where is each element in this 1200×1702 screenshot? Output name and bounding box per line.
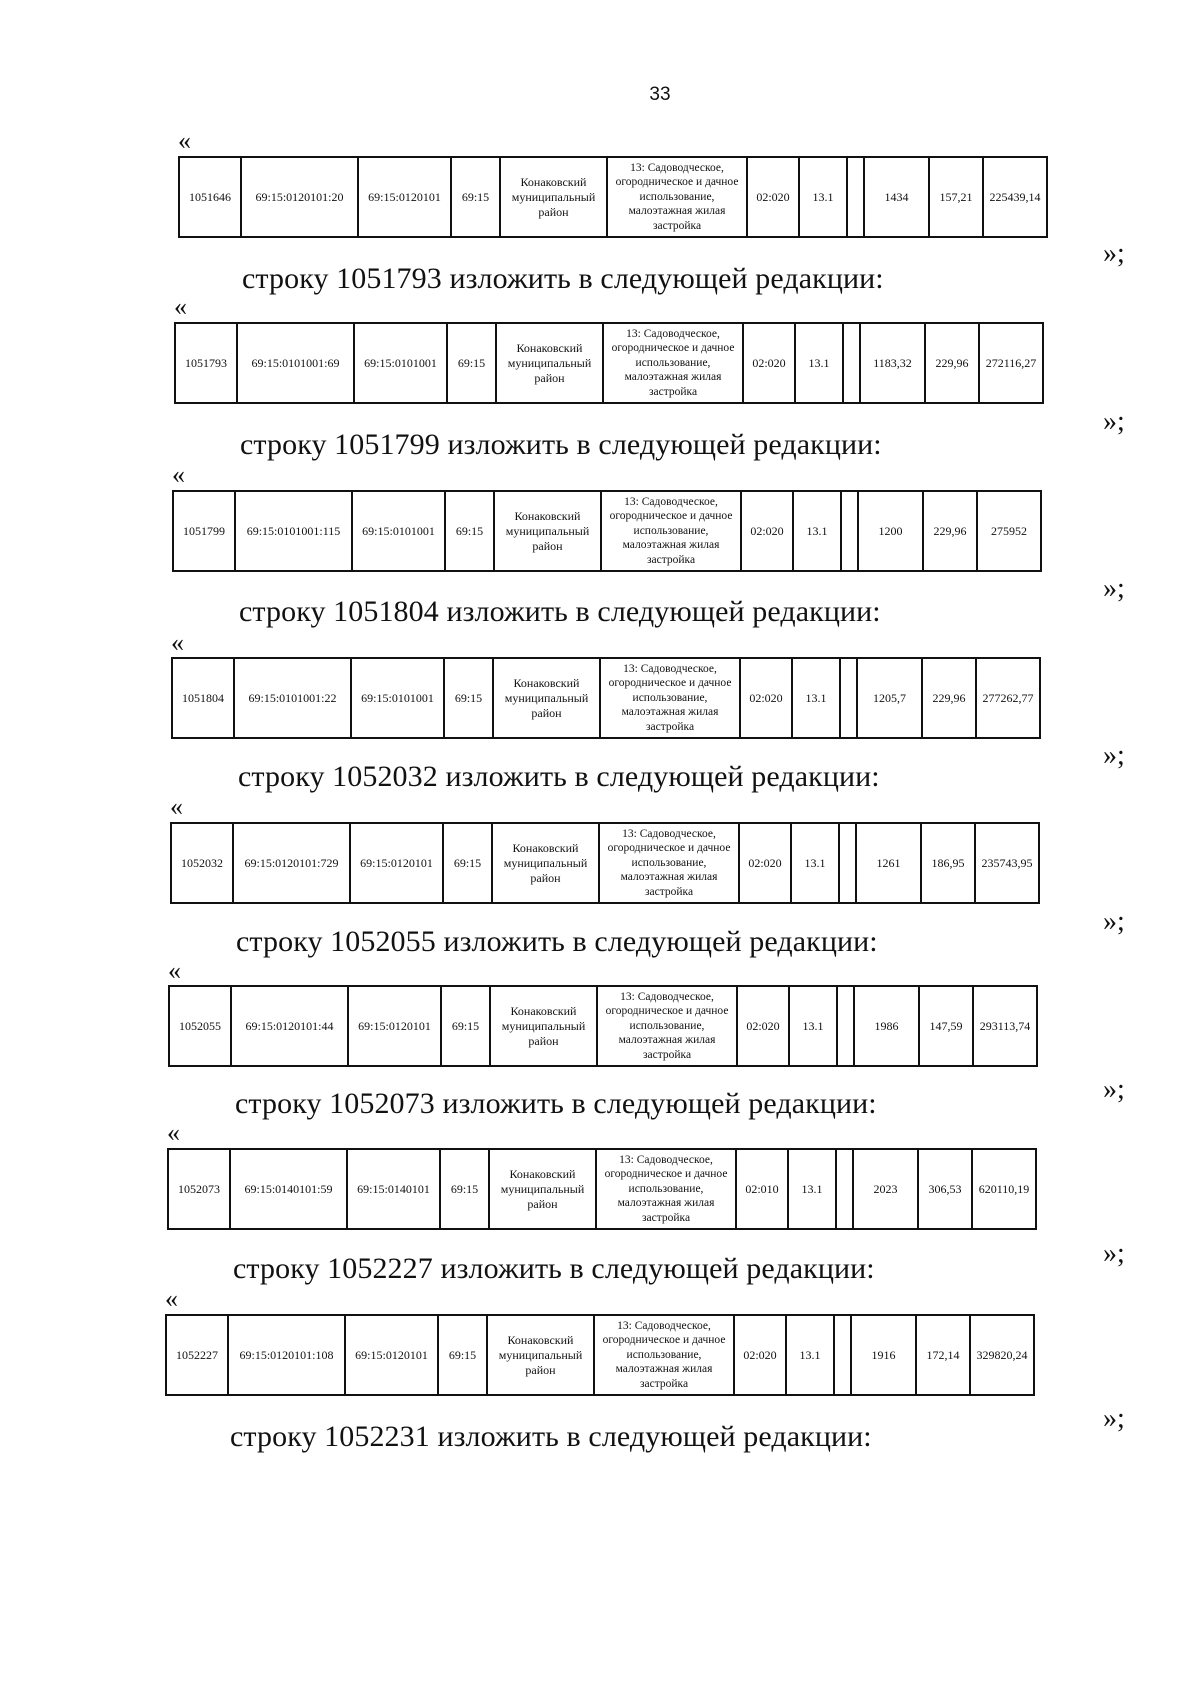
cell-extra <box>837 986 854 1066</box>
opening-quote: « <box>167 1118 180 1147</box>
cell-block: 69:15:0101001 <box>352 491 445 571</box>
cell-block: 69:15:0101001 <box>354 323 447 403</box>
cell-area: 1200 <box>858 491 923 571</box>
cell-specific-value: 172,14 <box>916 1315 970 1395</box>
closing-quote: »; <box>1103 906 1125 937</box>
cell-district: Конаковский муниципальный район <box>500 157 607 237</box>
cell-district: Конаковский муниципальный район <box>490 986 597 1066</box>
cell-block: 69:15:0101001 <box>351 658 444 738</box>
table-row <box>166 1315 1034 1395</box>
table-row <box>168 1149 1036 1229</box>
cell-block: 69:15:0140101 <box>347 1149 440 1229</box>
cell-cadastral-number: 69:15:0120101:108 <box>228 1315 345 1395</box>
cell-specific-value: 229,96 <box>923 491 977 571</box>
cell-block: 69:15:0120101 <box>348 986 441 1066</box>
cell-purpose: 13: Садоводческое, огородническое и дачное использование, малоэтажная жилая застройка <box>596 1149 736 1229</box>
closing-quote: »; <box>1103 573 1125 604</box>
cell-area: 1986 <box>854 986 919 1066</box>
cell-id: 1051646 <box>179 157 241 237</box>
cell-purpose: 13: Садоводческое, огородническое и дачное использование, малоэтажная жилая застройка <box>599 823 739 903</box>
closing-quote: »; <box>1103 1403 1125 1434</box>
cell-code: 02:020 <box>740 658 792 738</box>
cell-specific-value: 229,96 <box>922 658 976 738</box>
cell-district: Конаковский муниципальный район <box>493 658 600 738</box>
cell-cadastral-number: 69:15:0101001:69 <box>237 323 354 403</box>
cell-id: 1052073 <box>168 1149 230 1229</box>
cell-cadastral-number: 69:15:0120101:44 <box>231 986 348 1066</box>
cell-purpose: 13: Садоводческое, огородническое и дачное использование, малоэтажная жилая застройка <box>594 1315 734 1395</box>
cadastral-row-table <box>170 822 1040 904</box>
table-row <box>173 491 1041 571</box>
amendment-instruction: строку 1052073 изложить в следующей редакции: <box>235 1087 877 1120</box>
cell-code: 02:020 <box>739 823 791 903</box>
cell-district-code: 69:15 <box>445 491 494 571</box>
cell-area: 1916 <box>851 1315 916 1395</box>
cell-cadastral-number: 69:15:0101001:22 <box>234 658 351 738</box>
amendment-instruction: строку 1052227 изложить в следующей редакции: <box>233 1252 875 1285</box>
cadastral-row-table <box>168 985 1038 1067</box>
table-row <box>171 823 1039 903</box>
amendment-instruction: строку 1051793 изложить в следующей редакции: <box>242 262 884 295</box>
cadastral-row-table <box>165 1314 1035 1396</box>
cell-district: Конаковский муниципальный район <box>487 1315 594 1395</box>
cell-cadastral-value: 620110,19 <box>972 1149 1036 1229</box>
opening-quote: « <box>170 792 183 821</box>
cell-cadastral-value: 277262,77 <box>976 658 1040 738</box>
cell-group: 13.1 <box>788 1149 836 1229</box>
cell-district: Конаковский муниципальный район <box>496 323 603 403</box>
amendment-instruction-final: строку 1052231 изложить в следующей редакции: <box>230 1420 872 1453</box>
cell-code: 02:020 <box>743 323 795 403</box>
cell-district-code: 69:15 <box>443 823 492 903</box>
cell-id: 1052227 <box>166 1315 228 1395</box>
cell-specific-value: 147,59 <box>919 986 973 1066</box>
cell-cadastral-number: 69:15:0101001:115 <box>235 491 352 571</box>
table-row <box>175 323 1043 403</box>
cell-area: 1261 <box>856 823 921 903</box>
cell-cadastral-value: 293113,74 <box>973 986 1037 1066</box>
cell-code: 02:020 <box>741 491 793 571</box>
cell-cadastral-value: 235743,95 <box>975 823 1039 903</box>
cell-district: Конаковский муниципальный район <box>489 1149 596 1229</box>
table-row <box>179 157 1047 237</box>
cell-district-code: 69:15 <box>444 658 493 738</box>
cell-area: 1434 <box>864 157 929 237</box>
cell-block: 69:15:0120101 <box>350 823 443 903</box>
cell-extra <box>843 323 860 403</box>
cell-id: 1052032 <box>171 823 233 903</box>
cadastral-row-table <box>174 322 1044 404</box>
cadastral-row-table <box>178 156 1048 238</box>
cell-extra <box>840 658 857 738</box>
opening-quote: « <box>178 126 191 155</box>
cell-district: Конаковский муниципальный район <box>492 823 599 903</box>
cell-cadastral-value: 225439,14 <box>983 157 1047 237</box>
cell-id: 1051804 <box>172 658 234 738</box>
cell-extra <box>836 1149 853 1229</box>
cell-purpose: 13: Садоводческое, огородническое и дачное использование, малоэтажная жилая застройка <box>603 323 743 403</box>
opening-quote: « <box>165 1284 178 1313</box>
cell-cadastral-value: 329820,24 <box>970 1315 1034 1395</box>
cell-block: 69:15:0120101 <box>358 157 451 237</box>
cell-specific-value: 306,53 <box>918 1149 972 1229</box>
cell-cadastral-value: 275952 <box>977 491 1041 571</box>
closing-quote: »; <box>1103 1238 1125 1269</box>
cell-block: 69:15:0120101 <box>345 1315 438 1395</box>
cell-group: 13.1 <box>795 323 843 403</box>
cell-district-code: 69:15 <box>438 1315 487 1395</box>
cell-purpose: 13: Садоводческое, огородническое и дачное использование, малоэтажная жилая застройка <box>597 986 737 1066</box>
cell-purpose: 13: Садоводческое, огородническое и дачное использование, малоэтажная жилая застройка <box>601 491 741 571</box>
cell-area: 2023 <box>853 1149 918 1229</box>
cell-area: 1183,32 <box>860 323 925 403</box>
cell-id: 1051799 <box>173 491 235 571</box>
opening-quote: « <box>172 460 185 489</box>
cadastral-row-table <box>171 657 1041 739</box>
cell-district-code: 69:15 <box>440 1149 489 1229</box>
cell-purpose: 13: Садоводческое, огородническое и дачное использование, малоэтажная жилая застройка <box>600 658 740 738</box>
cell-code: 02:020 <box>737 986 789 1066</box>
cell-extra <box>839 823 856 903</box>
closing-quote: »; <box>1103 238 1125 269</box>
cell-specific-value: 229,96 <box>925 323 979 403</box>
cell-extra <box>847 157 864 237</box>
cell-group: 13.1 <box>786 1315 834 1395</box>
cell-code: 02:020 <box>734 1315 786 1395</box>
cell-cadastral-number: 69:15:0140101:59 <box>230 1149 347 1229</box>
cell-extra <box>834 1315 851 1395</box>
cell-id: 1052055 <box>169 986 231 1066</box>
cell-district-code: 69:15 <box>447 323 496 403</box>
cell-code: 02:020 <box>747 157 799 237</box>
cell-area: 1205,7 <box>857 658 922 738</box>
cell-specific-value: 186,95 <box>921 823 975 903</box>
cadastral-row-table <box>172 490 1042 572</box>
cell-cadastral-number: 69:15:0120101:20 <box>241 157 358 237</box>
cell-purpose: 13: Садоводческое, огородническое и дачное использование, малоэтажная жилая застройка <box>607 157 747 237</box>
cell-group: 13.1 <box>799 157 847 237</box>
amendment-instruction: строку 1052055 изложить в следующей редакции: <box>236 925 878 958</box>
cell-code: 02:010 <box>736 1149 788 1229</box>
cell-group: 13.1 <box>791 823 839 903</box>
amendment-instruction: строку 1051799 изложить в следующей редакции: <box>240 428 882 461</box>
cell-district: Конаковский муниципальный район <box>494 491 601 571</box>
closing-quote: »; <box>1103 1074 1125 1105</box>
opening-quote: « <box>168 956 181 985</box>
cell-group: 13.1 <box>789 986 837 1066</box>
cell-cadastral-value: 272116,27 <box>979 323 1043 403</box>
closing-quote: »; <box>1103 406 1125 437</box>
cadastral-row-table <box>167 1148 1037 1230</box>
table-row <box>172 658 1040 738</box>
cell-specific-value: 157,21 <box>929 157 983 237</box>
cell-id: 1051793 <box>175 323 237 403</box>
cell-district-code: 69:15 <box>451 157 500 237</box>
cell-group: 13.1 <box>792 658 840 738</box>
cell-district-code: 69:15 <box>441 986 490 1066</box>
cell-group: 13.1 <box>793 491 841 571</box>
cell-cadastral-number: 69:15:0120101:729 <box>233 823 350 903</box>
closing-quote: »; <box>1103 740 1125 771</box>
amendment-instruction: строку 1051804 изложить в следующей редакции: <box>239 595 881 628</box>
cell-extra <box>841 491 858 571</box>
table-row <box>169 986 1037 1066</box>
page-number: 33 <box>649 84 671 105</box>
opening-quote: « <box>174 292 187 321</box>
opening-quote: « <box>171 628 184 657</box>
amendment-instruction: строку 1052032 изложить в следующей редакции: <box>238 760 880 793</box>
